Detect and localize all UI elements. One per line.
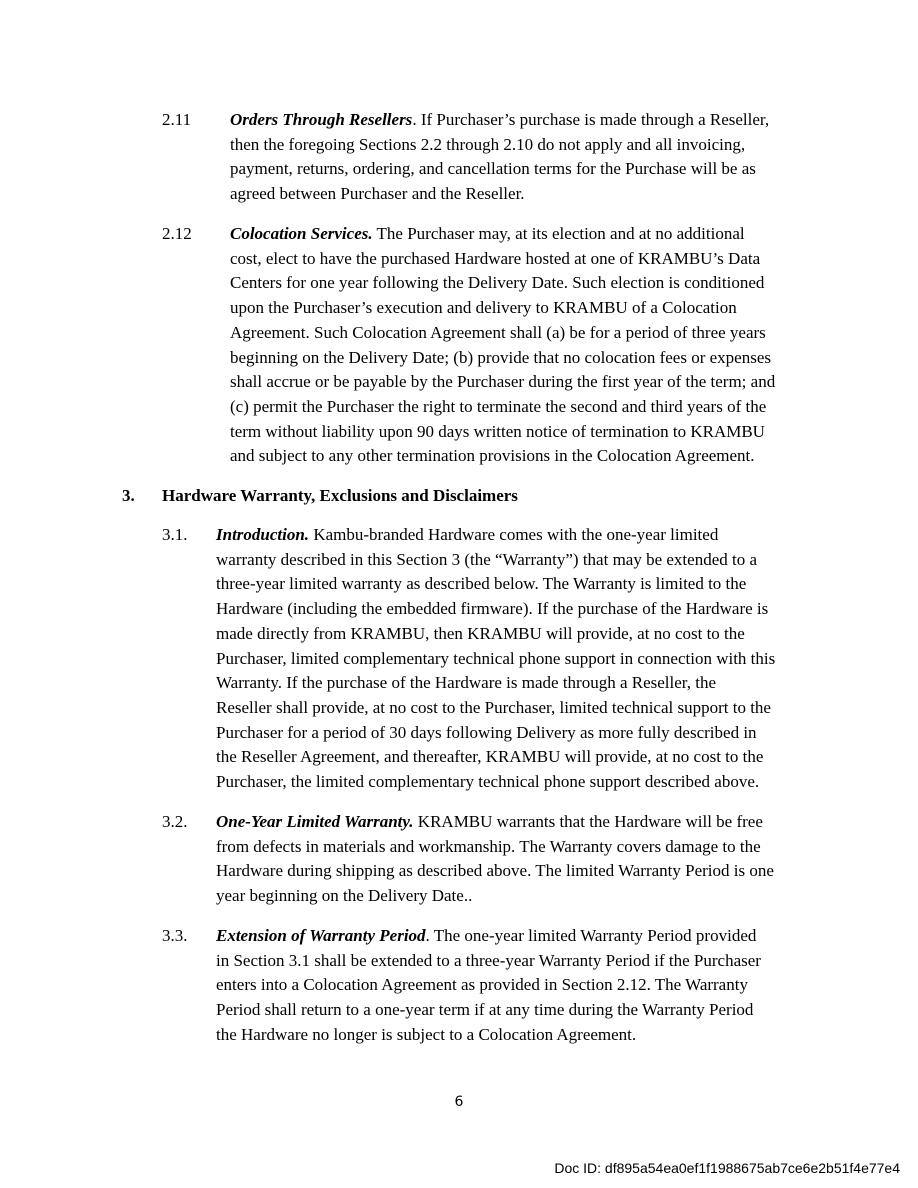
clause-line: beginning on the Delivery Date; (b) provide that no colocation fees or expenses: [230, 347, 771, 367]
clause-2-12: [162, 222, 812, 472]
section-number: 3.: [122, 486, 135, 505]
clause-line: Agreement. Such Colocation Agreement shall (a) be for a period of three years: [230, 322, 766, 342]
clause-3-2: [162, 810, 822, 910]
clause-line: the Reseller Agreement, and thereafter, KRAMBU will provide, at no cost to the: [216, 747, 764, 767]
clause-line: (c) permit the Purchaser the right to terminate the second and third years of the: [230, 396, 767, 416]
clause-number: 3.2.: [162, 812, 188, 831]
clause-line: Purchaser, limited complementary technical phone support in connection with this: [216, 648, 776, 668]
clause-line: in Section 3.1 shall be extended to a three-year Warranty Period if the Purchaser: [216, 950, 761, 970]
clause-line: the Hardware no longer is subject to a Colocation Agreement.: [216, 1024, 637, 1044]
clause-title: Colocation Services.: [230, 224, 373, 243]
clause-line: Orders Through Resellers. If Purchaser’s purchase is made through a Reseller,: [230, 110, 770, 129]
clause-line: three-year limited warranty as described below. The Warranty is limited to the: [216, 574, 747, 594]
section-heading: [122, 484, 518, 509]
clause-text: [216, 810, 774, 909]
clause-line: Hardware during shipping as described above. The limited Warranty Period is one: [216, 861, 774, 881]
clause-line: Centers for one year following the Delivery Date. Such election is conditioned: [230, 273, 765, 293]
clause-title: Extension of Warranty Period: [216, 926, 426, 945]
clause-line: and subject to any other termination provisions in the Colocation Agreement.: [230, 446, 755, 466]
clause-line: from defects in materials and workmanship. The Warranty covers damage to the: [216, 836, 761, 856]
clause-number: 2.12: [162, 224, 192, 243]
clause-line: upon the Purchaser’s execution and delivery to KRAMBU of a Colocation: [230, 298, 737, 318]
clause-2-11: [162, 108, 812, 208]
clause-title: Introduction.: [216, 525, 310, 544]
page-number: 6: [454, 1094, 464, 1110]
clause-number: 2.11: [162, 110, 192, 129]
clause-line: year beginning on the Delivery Date..: [216, 886, 473, 906]
clause-text: [230, 108, 769, 207]
clause-title: Orders Through Resellers: [230, 110, 413, 129]
clause-line: Extension of Warranty Period. The one-year limited Warranty Period provided: [216, 926, 757, 945]
clause-line: Purchaser for a period of 30 days following Delivery as more fully described in: [216, 722, 757, 742]
clause-line: payment, returns, ordering, and cancellation terms for the Purchase will be as: [230, 159, 756, 179]
clause-line: Period shall return to a one-year term if at any time during the Warranty Period: [216, 1000, 754, 1020]
clause-line: cost, elect to have the purchased Hardware hosted at one of KRAMBU’s Data: [230, 248, 761, 268]
clause-line: agreed between Purchaser and the Reseller.: [230, 184, 525, 204]
clause-line: warranty described in this Section 3 (the “Warranty”) that may be extended to a: [216, 549, 758, 569]
clause-text: [216, 523, 775, 795]
clause-number: 3.3.: [162, 926, 188, 945]
clause-line: Hardware (including the embedded firmware). If the purchase of the Hardware is: [216, 599, 769, 619]
clause-3-1: [162, 523, 822, 798]
clause-line: Introduction. Kambu-branded Hardware comes with the one-year limited: [216, 525, 719, 544]
clause-line: enters into a Colocation Agreement as provided in Section 2.12. The Warranty: [216, 975, 748, 995]
clause-line: Colocation Services. The Purchaser may, at its election and at no additional: [230, 224, 745, 243]
clause-line: One-Year Limited Warranty. KRAMBU warrants that the Hardware will be free: [216, 812, 763, 831]
clause-line: Reseller shall provide, at no cost to the Purchaser, limited technical support to the: [216, 697, 771, 717]
clause-line: shall accrue or be payable by the Purchaser during the first year of the term; and: [230, 372, 776, 392]
clause-text: [216, 924, 761, 1048]
clause-line: then the foregoing Sections 2.2 through 2.10 do not apply and all invoicing,: [230, 134, 746, 154]
clause-text: [230, 222, 775, 469]
clause-number: 3.1.: [162, 525, 188, 544]
clause-line: term without liability upon 90 days written notice of termination to KRAMBU: [230, 421, 765, 441]
clause-line: Purchaser, the limited complementary technical phone support described above.: [216, 772, 760, 792]
clause-title: One-Year Limited Warranty.: [216, 812, 414, 831]
section-title: Hardware Warranty, Exclusions and Disclaimers: [162, 486, 518, 505]
clause-line: Warranty. If the purchase of the Hardware is made through a Reseller, the: [216, 673, 717, 693]
clause-3-3: [162, 924, 822, 1049]
clause-line: made directly from KRAMBU, then KRAMBU will provide, at no cost to the: [216, 623, 745, 643]
doc-id: Doc ID: df895a54ea0ef1f1988675ab7ce6e2b51f4e77e4: [554, 1160, 900, 1176]
